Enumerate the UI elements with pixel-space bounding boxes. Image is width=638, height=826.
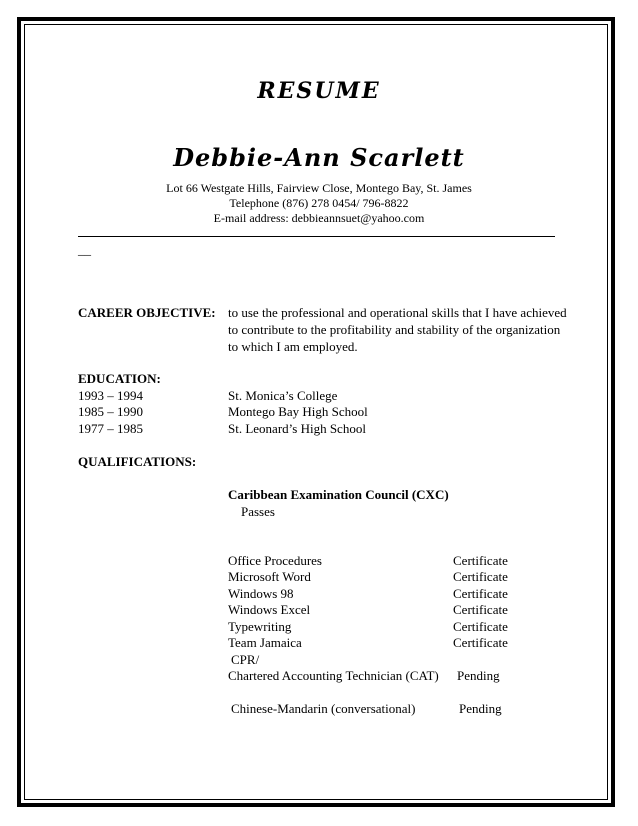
career-objective-line: to use the professional and operational skills that I have achieved xyxy=(228,305,567,320)
divider-tail: __ xyxy=(78,242,91,257)
education-years: 1993 – 1994 xyxy=(78,388,143,403)
qualification-status: Certificate xyxy=(453,586,508,601)
header-divider xyxy=(78,236,555,237)
document-title: RESUME xyxy=(257,78,381,104)
qualification-name: Windows 98 xyxy=(228,586,294,601)
contact-address: Lot 66 Westgate Hills, Fairview Close, Montego Bay, St. James xyxy=(166,181,472,195)
education-years: 1977 – 1985 xyxy=(78,421,143,436)
education-school: St. Monica’s College xyxy=(228,388,338,403)
qualification-name: Chartered Accounting Technician (CAT) xyxy=(228,668,439,683)
qualification-status: Certificate xyxy=(453,635,508,650)
candidate-name: Debbie-Ann Scarlett xyxy=(173,143,465,172)
qualification-name: CPR/ xyxy=(231,652,260,667)
education-years: 1985 – 1990 xyxy=(78,404,143,419)
cxc-passes: Passes xyxy=(241,504,275,519)
contact-telephone: Telephone (876) 278 0454/ 796-8822 xyxy=(229,196,409,210)
qualification-name: Office Procedures xyxy=(228,553,322,568)
qualification-name: Team Jamaica xyxy=(228,635,302,650)
education-school: Montego Bay High School xyxy=(228,404,368,419)
education-school: St. Leonard’s High School xyxy=(228,421,366,436)
qualification-status: Certificate xyxy=(453,569,508,584)
cxc-title: Caribbean Examination Council (CXC) xyxy=(228,487,449,502)
education-heading: EDUCATION: xyxy=(78,371,161,386)
career-objective-line: to contribute to the profitability and stability of the organization xyxy=(228,322,561,337)
career-objective-heading: CAREER OBJECTIVE: xyxy=(78,305,216,320)
qualification-status: Certificate xyxy=(453,619,508,634)
qualification-name: Typewriting xyxy=(228,619,292,634)
qualification-status: Pending xyxy=(457,668,500,683)
qualification-name: Microsoft Word xyxy=(228,569,311,584)
qualifications-heading: QUALIFICATIONS: xyxy=(78,454,197,469)
qualification-status: Certificate xyxy=(453,553,508,568)
contact-email: E-mail address: debbieannsuet@yahoo.com xyxy=(213,211,425,225)
career-objective-line: to which I am employed. xyxy=(228,339,358,354)
qualification-status: Pending xyxy=(459,701,502,716)
qualification-name: Windows Excel xyxy=(228,602,311,617)
qualification-status: Certificate xyxy=(453,602,508,617)
qualification-name: Chinese-Mandarin (conversational) xyxy=(231,701,416,716)
